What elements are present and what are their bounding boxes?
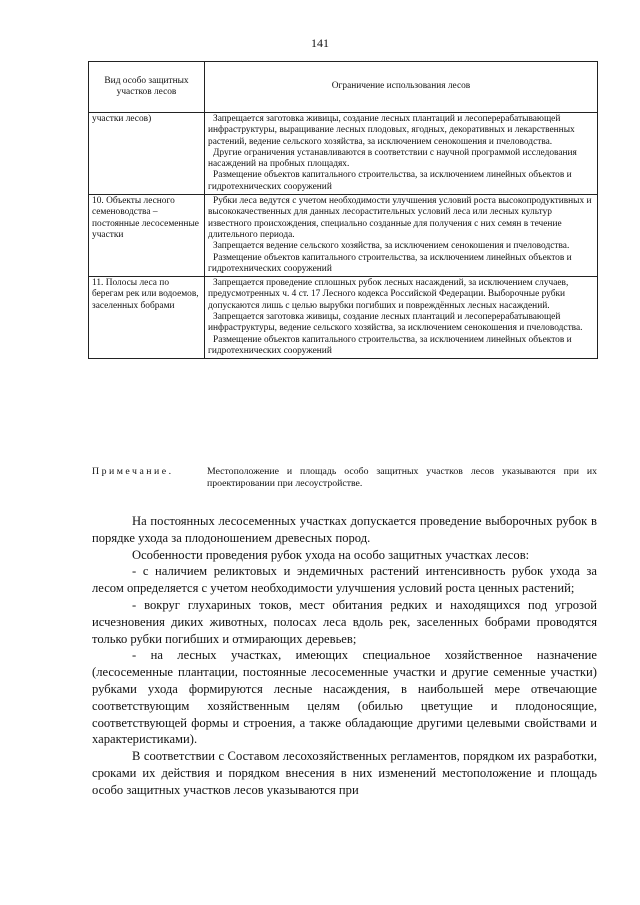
restriction-text: Рубки леса ведутся с учетом необходимости улучшения условий роста высокопродуктивных и высококачественных для данных лесорастительных условий леса или лесных культур известного происхождения, специально созданные для получения с них семян в течение длительного периода. — [208, 196, 592, 240]
list-item: - на лесных участках, имеющих специальное хозяйственное назначение (лесосеменные плантации, постоянные лесосеменные участки и другие семенные участки) рубками ухода формируются лесные насаждения, в наибольшей мере отвечающие соответствующим хозяйственным целям (обилью цветущие и плодоносящие, соответствующей формы и строения, а также обладающие другими целевыми свойствами и характеристиками). — [92, 648, 597, 747]
body-text — [92, 513, 597, 799]
table-cell-type: 10. Объекты лесного семеноводства – постоянные лесосеменные участки — [89, 195, 205, 277]
restriction-text: Запрещается проведение сплошных рубок лесных насаждений, за исключением случаев, предусмотренных ч. 4 ст. 17 Лесного кодекса Российской Федерации. Выборочные рубки допускаются лишь с целью вырубки погибших и повреждённых лесных насаждений. — [208, 278, 569, 311]
table-cell-type: участки лесов) — [89, 113, 205, 195]
paragraph: На постоянных лесосеменных участках допускается проведение выборочных рубок в порядке ухода за плодоношением древесных пород. — [92, 514, 597, 545]
restriction-text: Запрещается заготовка живицы, создание лесных плантаций и лесоперерабатывающей инфраструктуры, ведение сельского хозяйства, за исключением сенокошения и пчеловодства. — [208, 312, 583, 334]
column-header-type: Вид особо защитных участков лесов — [89, 62, 205, 113]
paragraph: Особенности проведения рубок ухода на особо защитных участках лесов: — [132, 547, 530, 562]
table-row — [89, 195, 598, 277]
column-header-restriction: Ограничение использования лесов — [205, 62, 598, 113]
note-text: Местоположение и площадь особо защитных участков лесов указываются при их проектировании при лесоустройстве. — [207, 466, 597, 489]
restriction-text: Размещение объектов капитального строительства, за исключением линейных объектов и гидротехнических сооружений — [208, 252, 572, 274]
table-cell-type: 11. Полосы леса по берегам рек или водоемов, заселенных бобрами — [89, 277, 205, 359]
paragraph: В соответствии с Составом лесохозяйственных регламентов, порядком их разработки, сроками их действия и порядком внесения в них изменений местоположение и площадь особо защитных участков лесов указываются при — [92, 749, 597, 797]
list-item: - вокруг глухариных токов, мест обитания редких и находящихся под угрозой исчезновения диких животных, полосах леса вдоль рек, заселенных бобрами проводятся только рубки погибших и отмирающих деревьев; — [92, 597, 597, 646]
restriction-text: Запрещается заготовка живицы, создание лесных плантаций и лесоперерабатывающей инфраструктуры, выращивание лесных плодовых, ягодных, декоративных и лекарственных растений, ведение сельского хозяйства, за исключением сенокошения и пчеловодства. — [208, 114, 575, 147]
restriction-text: Запрещается ведение сельского хозяйства, за исключением сенокошения и пчеловодства. — [213, 241, 570, 252]
restrictions-table — [88, 61, 598, 359]
note-label: Примечание. — [92, 466, 174, 477]
page-number: 141 — [311, 36, 329, 50]
table-cell-restriction — [205, 113, 598, 195]
restriction-text: Размещение объектов капитального строительства, за исключением линейных объектов и гидротехнических сооружений — [208, 170, 572, 192]
table-header-row — [89, 62, 598, 113]
table-cell-restriction — [205, 195, 598, 277]
list-item: - с наличием реликтовых и эндемичных растений интенсивность рубок ухода за лесом определяется с учетом необходимости улучшения условий роста ценных растений; — [92, 564, 597, 596]
restriction-text: Размещение объектов капитального строительства, за исключением линейных объектов и гидротехнических сооружений — [208, 334, 572, 356]
restriction-text: Другие ограничения устанавливаются в соответствии с научной программой исследования насаждений на пробных площадях. — [208, 147, 577, 170]
table-cell-restriction — [205, 277, 598, 359]
table-row — [89, 113, 598, 195]
table-row — [89, 277, 598, 359]
